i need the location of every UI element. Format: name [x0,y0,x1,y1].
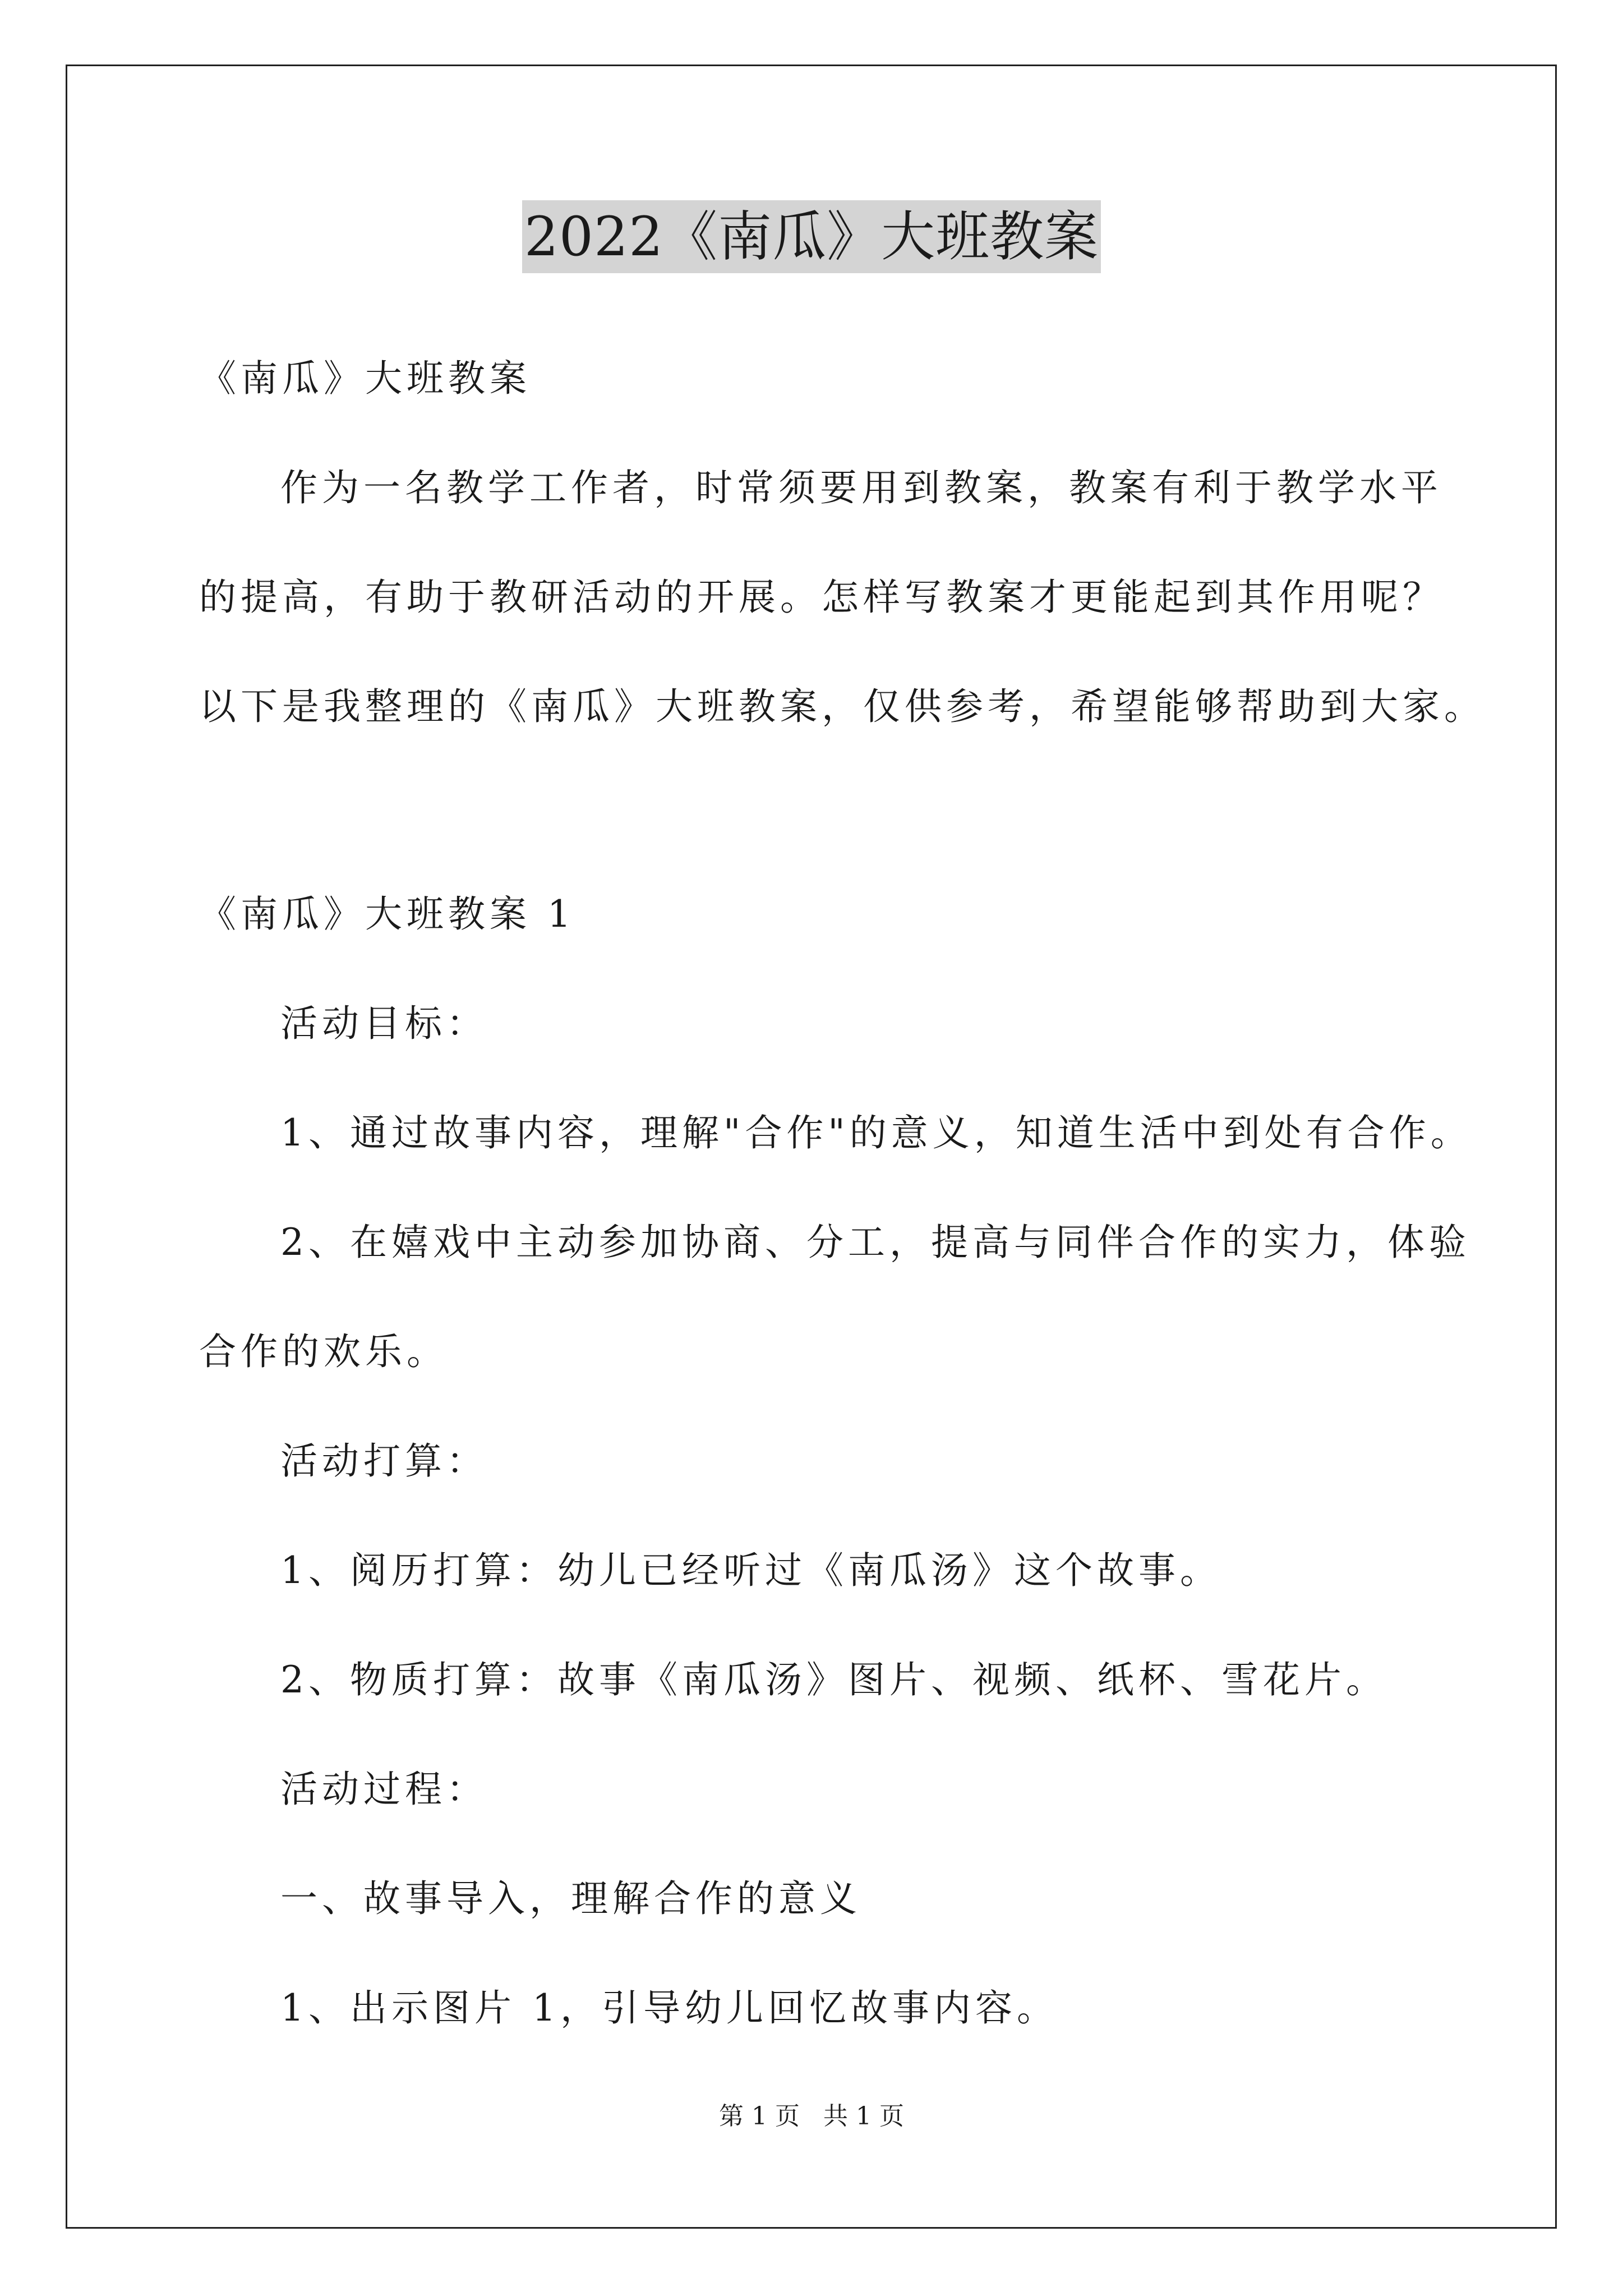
process-part-1: 一、故事导入，理解合作的意义 [280,1877,861,1920]
process-step-1: 1、出示图片 1，引导幼儿回忆故事内容。 [280,1986,1058,2030]
document-subtitle: 《南瓜》大班教案 [199,357,531,400]
document-title: 2022《南瓜》大班教案 [522,200,1101,273]
intro-line-1: 作为一名教学工作者，时常须要用到教案，教案有利于教学水平 [280,466,1442,509]
prep-item-1: 1、阅历打算：幼儿已经听过《南瓜汤》这个故事。 [280,1549,1221,1592]
intro-line-3: 以下是我整理的《南瓜》大班教案，仅供参考，希望能够帮助到大家。 [199,685,1486,728]
intro-line-2: 的提高，有助于教研活动的开展。怎样写教案才更能起到其作用呢？ [199,576,1444,619]
process-heading: 活动过程： [280,1768,488,1811]
prep-heading: 活动打算： [280,1439,488,1483]
prep-item-2: 2、物质打算：故事《南瓜汤》图片、视频、纸杯、雪花片。 [280,1658,1387,1701]
section-heading: 《南瓜》大班教案 1 [199,892,575,936]
title-block [0,200,1623,273]
goal-2-line-1: 2、在嬉戏中主动参加协商、分工，提高与同伴合作的实力，体验 [280,1221,1470,1264]
goal-1: 1、通过故事内容，理解"合作"的意义，知道生活中到处有合作。 [280,1111,1472,1154]
goal-2-line-2: 合作的欢乐。 [199,1330,448,1373]
goals-heading: 活动目标： [280,1002,488,1045]
page-footer: 第 1 页 共 1 页 [719,2102,904,2131]
